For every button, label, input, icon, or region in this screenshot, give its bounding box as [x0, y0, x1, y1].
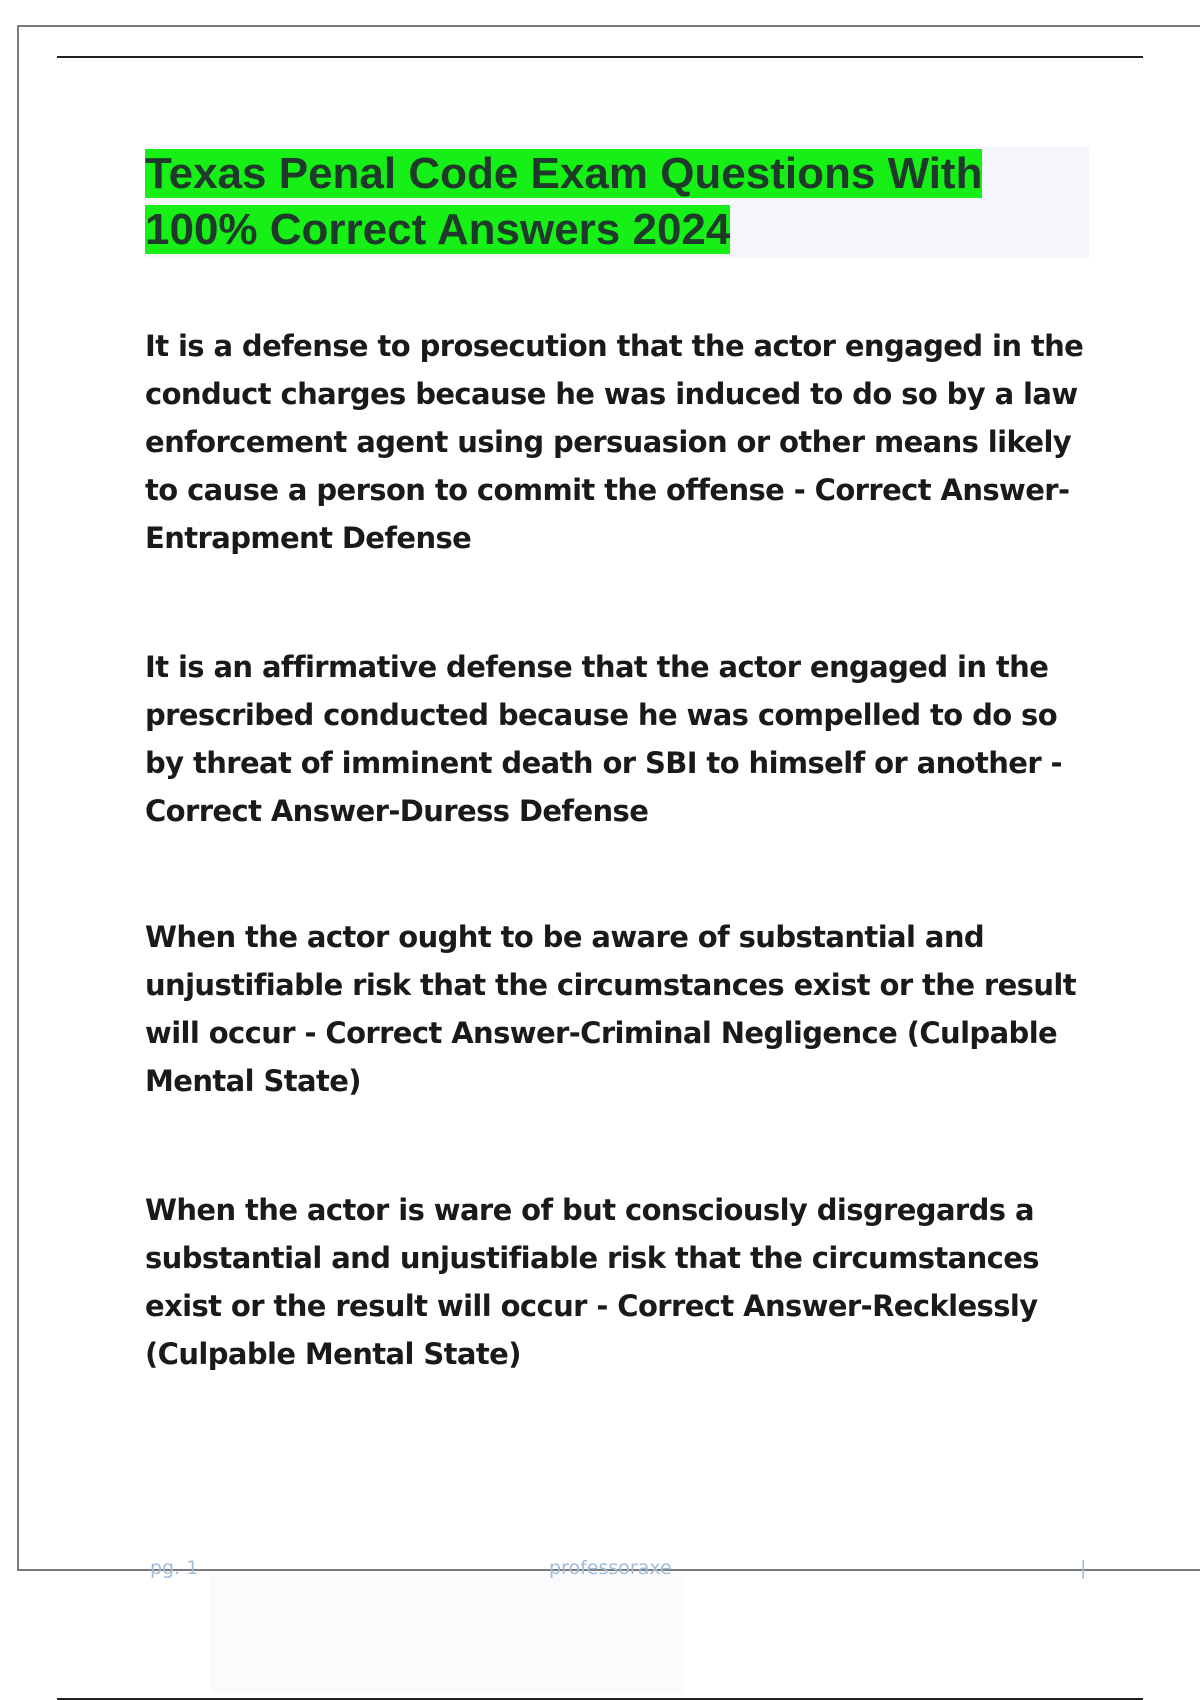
qa-item-4: When the actor is ware of but consciously disgregards a substantial and unjustifiable risk that the circumstances exist or the result will occur - Correct Answer-Recklessly (Culpable Mental State) — [145, 1193, 1039, 1371]
qa-item-3: When the actor ought to be aware of substantial and unjustifiable risk that the circumstances exist or the result will occur - Correct Answer-Criminal Negligence (Culpable Mental State) — [145, 920, 1076, 1098]
qa-item-2: It is an affirmative defense that the actor engaged in the prescribed conducted because he was compelled to do so by threat of imminent death or SBI to himself or another - Correct Answer-Duress Defense — [145, 650, 1062, 828]
footer-author: professoraxe — [549, 1557, 672, 1579]
document-title-text: Texas Penal Code Exam Questions With 100% Correct Answers 2024 — [145, 149, 983, 254]
top-rule — [57, 56, 1143, 58]
title-block — [145, 146, 1089, 258]
footer-page-number: pg. 1 — [150, 1557, 199, 1579]
footer-separator: | — [1080, 1557, 1087, 1579]
footer-shade — [210, 1574, 685, 1694]
qa-item-1: It is a defense to prosecution that the actor engaged in the conduct charges because he was induced to do so by a law enforcement agent using persuasion or other means likely to cause a person to commit the offense - Correct Answer-Entrapment Defense — [145, 329, 1084, 555]
document-title — [145, 146, 1089, 258]
